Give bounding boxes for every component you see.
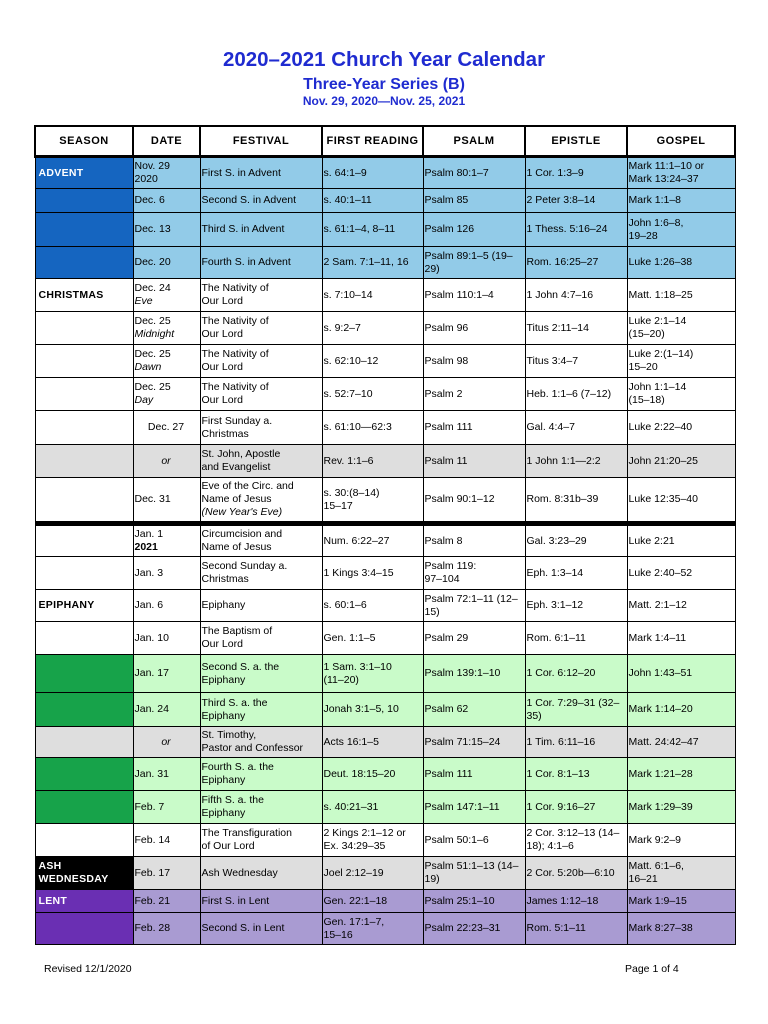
season-cell	[35, 791, 133, 824]
gospel-cell: Matt. 6:1–6, 16–21	[627, 857, 735, 890]
first-reading-cell: s. 30:(8–14) 15–17	[322, 478, 423, 524]
festival-text: First S. in Advent	[201, 166, 281, 179]
season-cell: ASH WEDNESDAY	[35, 857, 133, 890]
gospel-cell: Mark 9:2–9	[627, 824, 735, 857]
festival-cell	[200, 693, 322, 727]
season-cell	[35, 557, 133, 590]
festival-cell	[200, 247, 322, 279]
gospel-cell: Luke 12:35–40	[627, 478, 735, 524]
table-row	[35, 247, 735, 279]
table-row	[35, 590, 735, 622]
first-reading-cell: Acts 16:1–5	[322, 727, 423, 758]
table-row	[35, 824, 735, 857]
season-cell	[35, 478, 133, 524]
first-reading-cell: s. 61:1–4, 8–11	[322, 213, 423, 247]
season-cell	[35, 445, 133, 478]
gospel-cell: John 21:20–25	[627, 445, 735, 478]
gospel-cell: Luke 2:21	[627, 524, 735, 557]
page-number: Page 1 of 4	[625, 963, 679, 975]
season-cell	[35, 213, 133, 247]
date-cell	[133, 824, 200, 857]
psalm-cell: Psalm 111	[423, 758, 525, 791]
festival-cell	[200, 411, 322, 445]
season-cell	[35, 655, 133, 693]
table-row	[35, 913, 735, 945]
date-year: 2021	[134, 541, 158, 553]
psalm-cell: Psalm 71:15–24	[423, 727, 525, 758]
date-cell	[133, 791, 200, 824]
psalm-cell: Psalm 50:1–6	[423, 824, 525, 857]
festival-subtext: (New Year's Eve)	[201, 506, 283, 518]
date-text: Jan. 17	[134, 667, 169, 679]
first-reading-cell: Deut. 18:15–20	[322, 758, 423, 791]
festival-text: Fifth S. a. the Epiphany	[201, 794, 264, 819]
season-cell	[35, 758, 133, 791]
date-cell	[133, 157, 200, 189]
table-row	[35, 312, 735, 345]
epistle-cell: James 1:12–18	[525, 890, 627, 913]
psalm-cell: Psalm 80:1–7	[423, 157, 525, 189]
gospel-cell: Luke 2:(1–14) 15–20	[627, 345, 735, 378]
date-subtext: Midnight	[134, 328, 175, 340]
first-reading-cell: Jonah 3:1–5, 10	[322, 693, 423, 727]
festival-text: Third S. in Advent	[201, 223, 285, 235]
table-row	[35, 758, 735, 791]
festival-text: The Baptism of Our Lord	[201, 625, 273, 650]
gospel-cell: Mark 8:27–38	[627, 913, 735, 945]
date-cell	[133, 247, 200, 279]
gospel-cell: Mark 1:1–8	[627, 189, 735, 213]
festival-cell	[200, 758, 322, 791]
festival-cell	[200, 312, 322, 345]
date-cell	[133, 189, 200, 213]
season-cell	[35, 622, 133, 655]
festival-text: Second S. in Lent	[201, 922, 285, 934]
col-header-gospel: GOSPEL	[627, 126, 735, 157]
revised-note: Revised 12/1/2020	[44, 963, 132, 975]
festival-cell	[200, 890, 322, 913]
first-reading-cell: 1 Sam. 3:1–10 (11–20)	[322, 655, 423, 693]
festival-cell	[200, 824, 322, 857]
date-cell	[133, 213, 200, 247]
epistle-cell: Titus 3:4–7	[525, 345, 627, 378]
table-row	[35, 445, 735, 478]
gospel-cell: Mark 11:1–10 or Mark 13:24–37	[627, 157, 735, 189]
psalm-cell: Psalm 51:1–13 (14– 19)	[423, 857, 525, 890]
date-subtext: Eve	[134, 295, 153, 307]
date-cell	[133, 345, 200, 378]
psalm-cell: Psalm 85	[423, 189, 525, 213]
psalm-cell: Psalm 96	[423, 312, 525, 345]
epistle-cell: Titus 2:11–14	[525, 312, 627, 345]
festival-cell	[200, 622, 322, 655]
psalm-cell: Psalm 8	[423, 524, 525, 557]
first-reading-cell: Rev. 1:1–6	[322, 445, 423, 478]
date-subtext: Dawn	[134, 361, 162, 373]
table-row	[35, 378, 735, 411]
gospel-cell: Mark 1:14–20	[627, 693, 735, 727]
table-row	[35, 791, 735, 824]
festival-cell	[200, 189, 322, 213]
table-row	[35, 157, 735, 189]
date-cell	[133, 913, 200, 945]
date-cell	[133, 590, 200, 622]
epistle-cell: 1 Cor. 7:29–31 (32– 35)	[525, 693, 627, 727]
gospel-cell: Mark 1:9–15	[627, 890, 735, 913]
season-cell	[35, 824, 133, 857]
first-reading-cell: s. 60:1–6	[322, 590, 423, 622]
col-header-first-reading: FIRST READING	[322, 126, 423, 157]
festival-text: Epiphany	[201, 599, 246, 611]
epistle-cell: Rom. 6:1–11	[525, 622, 627, 655]
psalm-cell: Psalm 139:1–10	[423, 655, 525, 693]
first-reading-cell: Gen. 22:1–18	[322, 890, 423, 913]
first-reading-cell: s. 7:10–14	[322, 279, 423, 312]
date-cell	[133, 857, 200, 890]
festival-text: Second Sunday a. Christmas	[201, 560, 288, 585]
festival-cell	[200, 157, 322, 189]
festival-cell	[200, 727, 322, 758]
psalm-cell: Psalm 25:1–10	[423, 890, 525, 913]
festival-text: Second S. in Advent	[201, 194, 297, 206]
first-reading-cell: 2 Sam. 7:1–11, 16	[322, 247, 423, 279]
date-text: Dec. 25	[134, 348, 171, 360]
epistle-cell: 1 Cor. 9:16–27	[525, 791, 627, 824]
date-cell	[133, 524, 200, 557]
date-cell	[133, 758, 200, 791]
season-cell: LENT	[35, 890, 133, 913]
festival-cell	[200, 345, 322, 378]
table-row	[35, 213, 735, 247]
gospel-cell: Mark 1:29–39	[627, 791, 735, 824]
season-cell	[35, 913, 133, 945]
epistle-cell: 1 Thess. 5:16–24	[525, 213, 627, 247]
season-cell	[35, 189, 133, 213]
epistle-cell: 1 Cor. 1:3–9	[525, 157, 627, 189]
date-text: Feb. 21	[134, 894, 171, 907]
gospel-cell: John 1:1–14 (15–18)	[627, 378, 735, 411]
date-cell	[133, 655, 200, 693]
festival-text: Eve of the Circ. and Name of Jesus	[201, 480, 294, 505]
first-reading-cell: s. 61:10—62:3	[322, 411, 423, 445]
epistle-cell: 1 Cor. 6:12–20	[525, 655, 627, 693]
epistle-cell: 2 Peter 3:8–14	[525, 189, 627, 213]
date-text: Jan. 10	[134, 631, 169, 644]
table-row	[35, 345, 735, 378]
table-row	[35, 655, 735, 693]
festival-cell	[200, 378, 322, 411]
date-cell	[133, 378, 200, 411]
date-cell	[133, 478, 200, 524]
festival-cell	[200, 524, 322, 557]
date-cell: or	[133, 727, 200, 758]
col-header-festival: FESTIVAL	[200, 126, 322, 157]
epistle-cell: Gal. 4:4–7	[525, 411, 627, 445]
calendar-table	[34, 125, 736, 945]
date-text: Dec. 27	[147, 421, 185, 433]
festival-cell	[200, 590, 322, 622]
first-reading-cell: Num. 6:22–27	[322, 524, 423, 557]
first-reading-cell: Gen. 17:1–7, 15–16	[322, 913, 423, 945]
date-text: Jan. 1	[134, 528, 164, 540]
date-text: Feb. 7	[134, 800, 165, 813]
date-cell	[133, 279, 200, 312]
col-header-epistle: EPISTLE	[525, 126, 627, 157]
epistle-cell: 1 John 4:7–16	[525, 279, 627, 312]
table-row	[35, 890, 735, 913]
season-cell	[35, 247, 133, 279]
festival-cell	[200, 857, 322, 890]
epistle-cell: 2 Cor. 3:12–13 (14– 18); 4:1–6	[525, 824, 627, 857]
col-header-date: DATE	[133, 126, 200, 157]
page-title: 2020–2021 Church Year Calendar	[222, 48, 546, 71]
epistle-cell: Eph. 3:1–12	[525, 590, 627, 622]
gospel-cell: Matt. 2:1–12	[627, 590, 735, 622]
season-cell	[35, 411, 133, 445]
psalm-cell: Psalm 90:1–12	[423, 478, 525, 524]
table-row	[35, 857, 735, 890]
festival-cell	[200, 279, 322, 312]
col-header-psalm: PSALM	[423, 126, 525, 157]
epistle-cell: Rom. 5:1–11	[525, 913, 627, 945]
table-row	[35, 478, 735, 524]
date-text: Jan. 6	[134, 599, 164, 611]
page-subtitle: Three-Year Series (B)	[303, 76, 465, 93]
psalm-cell: Psalm 72:1–11 (12– 15)	[423, 590, 525, 622]
date-text: Jan. 31	[134, 767, 169, 780]
epistle-cell: Rom. 8:31b–39	[525, 478, 627, 524]
festival-text: Ash Wednesday	[201, 866, 278, 879]
date-cell	[133, 312, 200, 345]
date-cell	[133, 557, 200, 590]
season-cell: ADVENT	[35, 157, 133, 189]
festival-text: First Sunday a. Christmas	[201, 414, 273, 440]
first-reading-cell: Gen. 1:1–5	[322, 622, 423, 655]
date-text: Dec. 24	[134, 282, 171, 294]
festival-cell	[200, 557, 322, 590]
festival-text: St. Timothy, Pastor and Confessor	[201, 729, 304, 754]
gospel-cell: Luke 2:22–40	[627, 411, 735, 445]
gospel-cell: Matt. 1:18–25	[627, 279, 735, 312]
festival-text: Fourth S. a. the Epiphany	[201, 761, 274, 786]
festival-text: The Nativity of Our Lord	[201, 348, 269, 373]
date-range: Nov. 29, 2020—Nov. 25, 2021	[302, 94, 466, 108]
table-row	[35, 693, 735, 727]
festival-text: Fourth S. in Advent	[201, 256, 291, 268]
season-cell	[35, 312, 133, 345]
first-reading-cell: s. 64:1–9	[322, 157, 423, 189]
gospel-cell: Matt. 24:42–47	[627, 727, 735, 758]
season-cell	[35, 345, 133, 378]
psalm-cell: Psalm 110:1–4	[423, 279, 525, 312]
psalm-cell: Psalm 11	[423, 445, 525, 478]
first-reading-cell: 1 Kings 3:4–15	[322, 557, 423, 590]
psalm-cell: Psalm 119: 97–104	[423, 557, 525, 590]
first-reading-cell: s. 52:7–10	[322, 378, 423, 411]
epistle-cell: 1 Tim. 6:11–16	[525, 727, 627, 758]
table-row	[35, 524, 735, 557]
table-row	[35, 622, 735, 655]
festival-text: First S. in Lent	[201, 894, 270, 907]
epistle-cell: 1 Cor. 8:1–13	[525, 758, 627, 791]
date-text: Dec. 25	[134, 315, 171, 327]
festival-cell	[200, 445, 322, 478]
season-cell	[35, 378, 133, 411]
first-reading-cell: s. 9:2–7	[322, 312, 423, 345]
psalm-cell: Psalm 98	[423, 345, 525, 378]
festival-cell	[200, 791, 322, 824]
date-text: Nov. 29 2020	[134, 160, 170, 185]
epistle-cell: Eph. 1:3–14	[525, 557, 627, 590]
season-cell: EPIPHANY	[35, 590, 133, 622]
gospel-cell: John 1:43–51	[627, 655, 735, 693]
gospel-cell: Luke 2:40–52	[627, 557, 735, 590]
psalm-cell: Psalm 111	[423, 411, 525, 445]
festival-text: The Transfiguration of Our Lord	[201, 827, 292, 852]
season-cell: CHRISTMAS	[35, 279, 133, 312]
festival-text: The Nativity of Our Lord	[201, 315, 269, 340]
epistle-cell: Heb. 1:1–6 (7–12)	[525, 378, 627, 411]
psalm-cell: Psalm 62	[423, 693, 525, 727]
festival-text: Circumcision and Name of Jesus	[201, 528, 283, 553]
festival-cell	[200, 478, 322, 524]
psalm-cell: Psalm 2	[423, 378, 525, 411]
col-header-season: SEASON	[35, 126, 133, 157]
date-text: Dec. 31	[134, 493, 171, 505]
gospel-cell: John 1:6–8, 19–28	[627, 213, 735, 247]
table-row	[35, 557, 735, 590]
gospel-cell: Mark 1:21–28	[627, 758, 735, 791]
gospel-cell: Luke 1:26–38	[627, 247, 735, 279]
psalm-cell: Psalm 126	[423, 213, 525, 247]
festival-text: Third S. a. the Epiphany	[201, 696, 268, 722]
date-cell	[133, 890, 200, 913]
date-text: Feb. 14	[134, 833, 171, 846]
date-cell	[133, 622, 200, 655]
season-cell	[35, 524, 133, 557]
festival-text: The Nativity of Our Lord	[201, 282, 269, 307]
psalm-cell: Psalm 89:1–5 (19– 29)	[423, 247, 525, 279]
table-row	[35, 279, 735, 312]
date-text: Feb. 28	[134, 922, 171, 934]
festival-cell	[200, 913, 322, 945]
date-text: Feb. 17	[134, 866, 171, 879]
epistle-cell: 2 Cor. 5:20b—6:10	[525, 857, 627, 890]
psalm-cell: Psalm 22:23–31	[423, 913, 525, 945]
date-text: Jan. 3	[134, 566, 164, 579]
date-subtext: Day	[134, 394, 154, 406]
psalm-cell: Psalm 29	[423, 622, 525, 655]
first-reading-cell: 2 Kings 2:1–12 or Ex. 34:29–35	[322, 824, 423, 857]
first-reading-cell: Joel 2:12–19	[322, 857, 423, 890]
date-text: Dec. 6	[134, 194, 165, 206]
header-row	[35, 126, 735, 157]
date-text: Dec. 25	[134, 381, 171, 393]
gospel-cell: Mark 1:4–11	[627, 622, 735, 655]
first-reading-cell: s. 40:1–11	[322, 189, 423, 213]
table-row	[35, 189, 735, 213]
epistle-cell: 1 John 1:1—2:2	[525, 445, 627, 478]
festival-cell	[200, 655, 322, 693]
date-cell: or	[133, 445, 200, 478]
table-row	[35, 411, 735, 445]
festival-text: St. John, Apostle and Evangelist	[201, 448, 281, 473]
gospel-cell: Luke 2:1–14 (15–20)	[627, 312, 735, 345]
epistle-cell: Rom. 16:25–27	[525, 247, 627, 279]
date-text: Jan. 24	[134, 703, 169, 715]
season-cell	[35, 727, 133, 758]
festival-text: Second S. a. the Epiphany	[201, 660, 280, 686]
date-text: Dec. 13	[134, 223, 171, 235]
first-reading-cell: s. 62:10–12	[322, 345, 423, 378]
table-row	[35, 727, 735, 758]
psalm-cell: Psalm 147:1–11	[423, 791, 525, 824]
festival-text: The Nativity of Our Lord	[201, 381, 269, 406]
date-text: Dec. 20	[134, 256, 171, 268]
season-cell	[35, 693, 133, 727]
festival-cell	[200, 213, 322, 247]
first-reading-cell: s. 40:21–31	[322, 791, 423, 824]
date-cell	[133, 411, 200, 445]
date-cell	[133, 693, 200, 727]
epistle-cell: Gal. 3:23–29	[525, 524, 627, 557]
